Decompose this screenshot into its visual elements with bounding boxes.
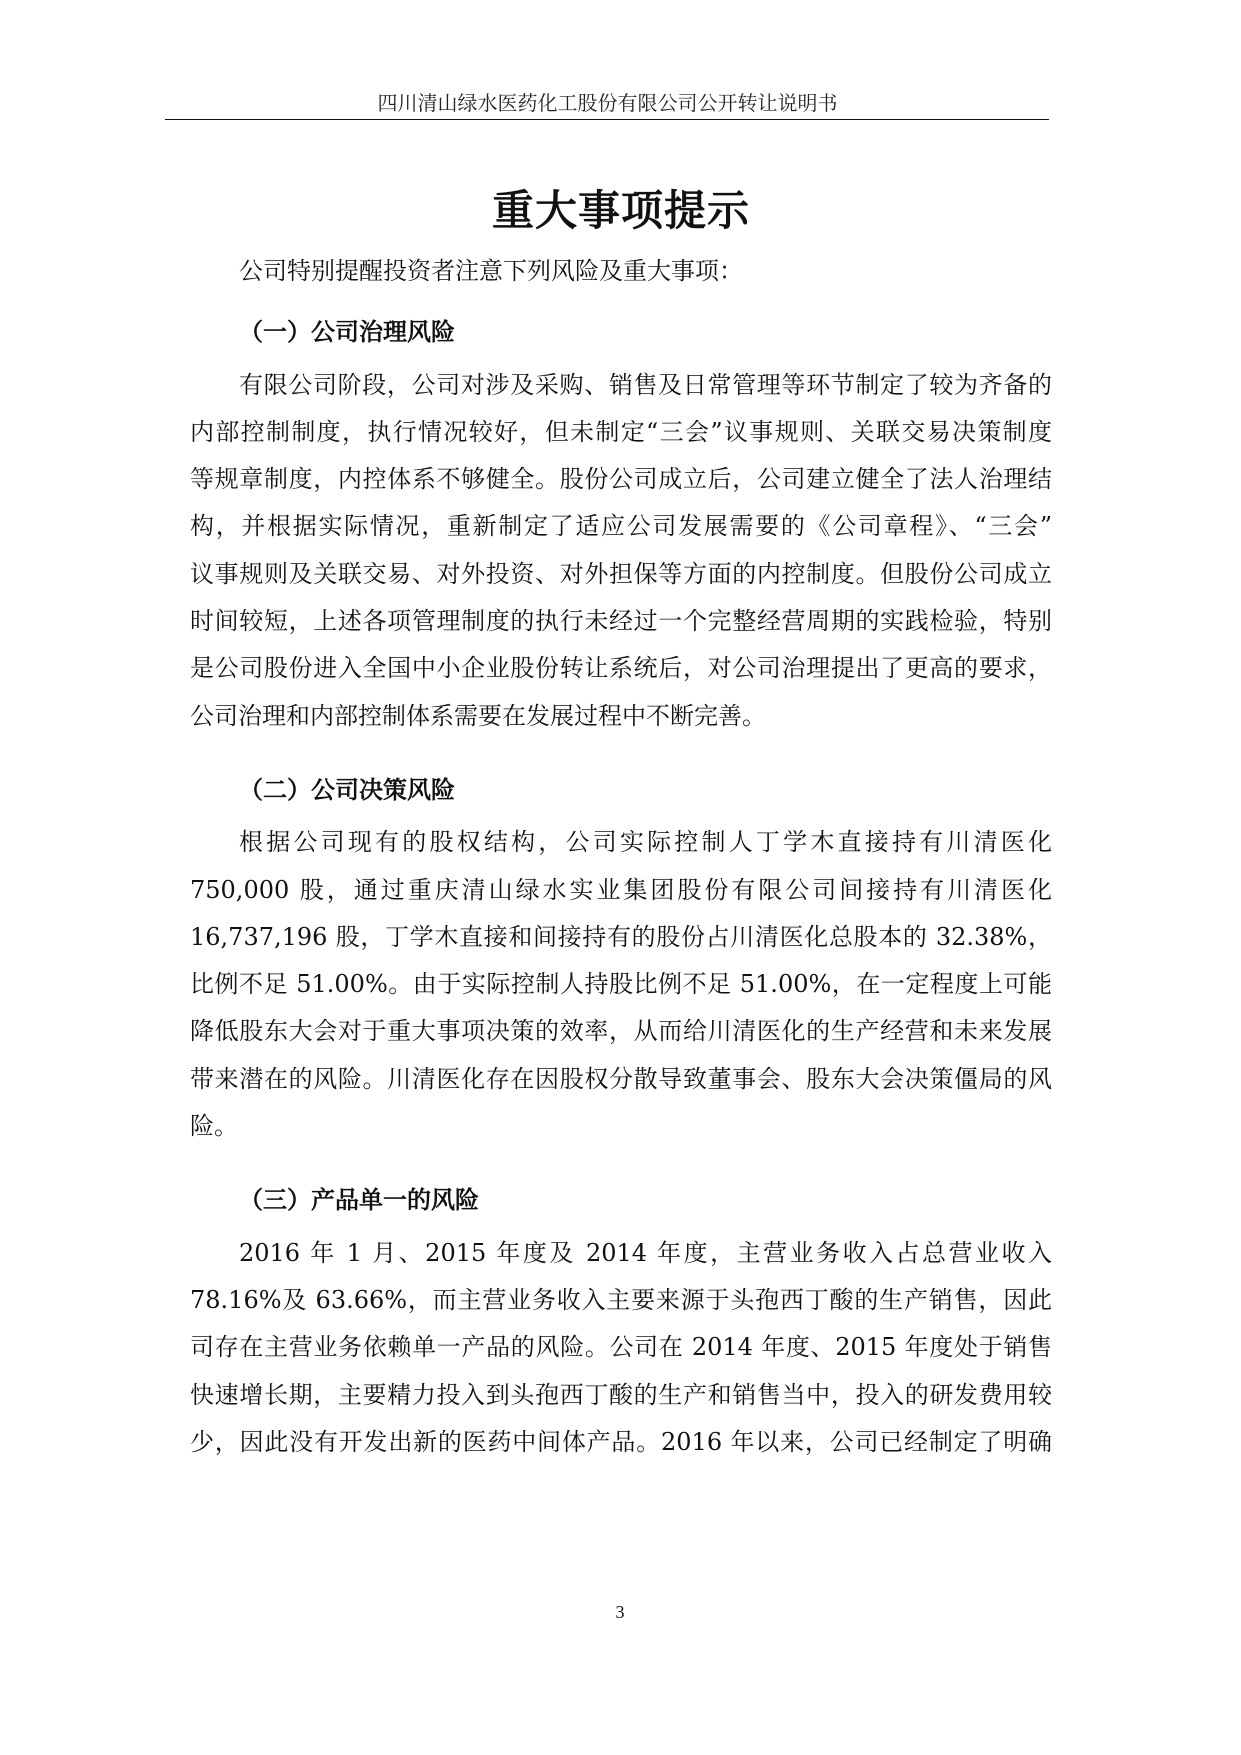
paragraph-line: 2016 年 1 月、2015 年度及 2014 年度，主营业务收入占总营业收入 bbox=[239, 1238, 1052, 1267]
paragraph-line: 根据公司现有的股权结构，公司实际控制人丁学木直接持有川清医化 bbox=[239, 828, 1052, 857]
section-decision-risk bbox=[190, 767, 1052, 1150]
paragraph-line: 78.16%及 63.66%，而主营业务收入主要来源于头孢西丁酸的生产销售，因此 bbox=[190, 1285, 1052, 1314]
document-body bbox=[190, 248, 1052, 1466]
paragraph-line: 构，并根据实际情况，重新制定了适应公司发展需要的《公司章程》、“三会” bbox=[190, 512, 1052, 541]
paragraph-line: 时间较短，上述各项管理制度的执行未经过一个完整经营周期的实践检验，特别 bbox=[190, 607, 1052, 636]
section-heading: （三）产品单一的风险 bbox=[239, 1186, 479, 1215]
intro-paragraph: 公司特别提醒投资者注意下列风险及重大事项： bbox=[239, 257, 743, 285]
paragraph-line: 内部控制制度，执行情况较好，但未制定“三会”议事规则、关联交易决策制度 bbox=[190, 417, 1052, 446]
paragraph-line: 带来潜在的风险。川清医化存在因股权分散导致董事会、股东大会决策僵局的风 bbox=[190, 1064, 1052, 1093]
paragraph-line: 750,000 股，通过重庆清山绿水实业集团股份有限公司间接持有川清医化 bbox=[190, 875, 1052, 904]
section-heading: （二）公司决策风险 bbox=[239, 775, 455, 804]
paragraph-line: 降低股东大会对于重大事项决策的效率，从而给川清医化的生产经营和未来发展 bbox=[190, 1017, 1052, 1046]
section-governance-risk bbox=[190, 309, 1052, 740]
paragraph-line: 比例不足 51.00%。由于实际控制人持股比例不足 51.00%，在一定程度上可能 bbox=[190, 970, 1052, 999]
paragraph-line: 司存在主营业务依赖单一产品的风险。公司在 2014 年度、2015 年度处于销售 bbox=[190, 1333, 1052, 1362]
section-heading: （一）公司治理风险 bbox=[239, 318, 455, 347]
paragraph-line: 公司治理和内部控制体系需要在发展过程中不断完善。 bbox=[190, 701, 766, 730]
paragraph-line: 是公司股份进入全国中小企业股份转让系统后，对公司治理提出了更高的要求， bbox=[190, 654, 1052, 683]
paragraph-line: 有限公司阶段，公司对涉及采购、销售及日常管理等环节制定了较为齐备的 bbox=[239, 370, 1052, 399]
page-title: 重大事项提示 bbox=[491, 186, 750, 235]
section-single-product-risk bbox=[190, 1177, 1052, 1466]
paragraph-line: 快速增长期，主要精力投入到头孢西丁酸的生产和销售当中，投入的研发费用较 bbox=[190, 1380, 1052, 1409]
paragraph-line: 险。 bbox=[190, 1112, 238, 1141]
paragraph-line: 议事规则及关联交易、对外投资、对外担保等方面的内控制度。但股份公司成立 bbox=[190, 559, 1052, 588]
paragraph-line: 16,737,196 股，丁学木直接和间接持有的股份占川清医化总股本的 32.38%， bbox=[190, 922, 1052, 951]
paragraph-line: 等规章制度，内控体系不够健全。股份公司成立后，公司建立健全了法人治理结 bbox=[190, 465, 1052, 494]
paragraph-line: 少，因此没有开发出新的医药中间体产品。2016 年以来，公司已经制定了明确 bbox=[190, 1427, 1052, 1456]
page-number: 3 bbox=[615, 1602, 625, 1622]
running-header: 四川清山绿水医药化工股份有限公司公开转让说明书 bbox=[377, 91, 838, 115]
header-rule bbox=[165, 119, 1049, 120]
